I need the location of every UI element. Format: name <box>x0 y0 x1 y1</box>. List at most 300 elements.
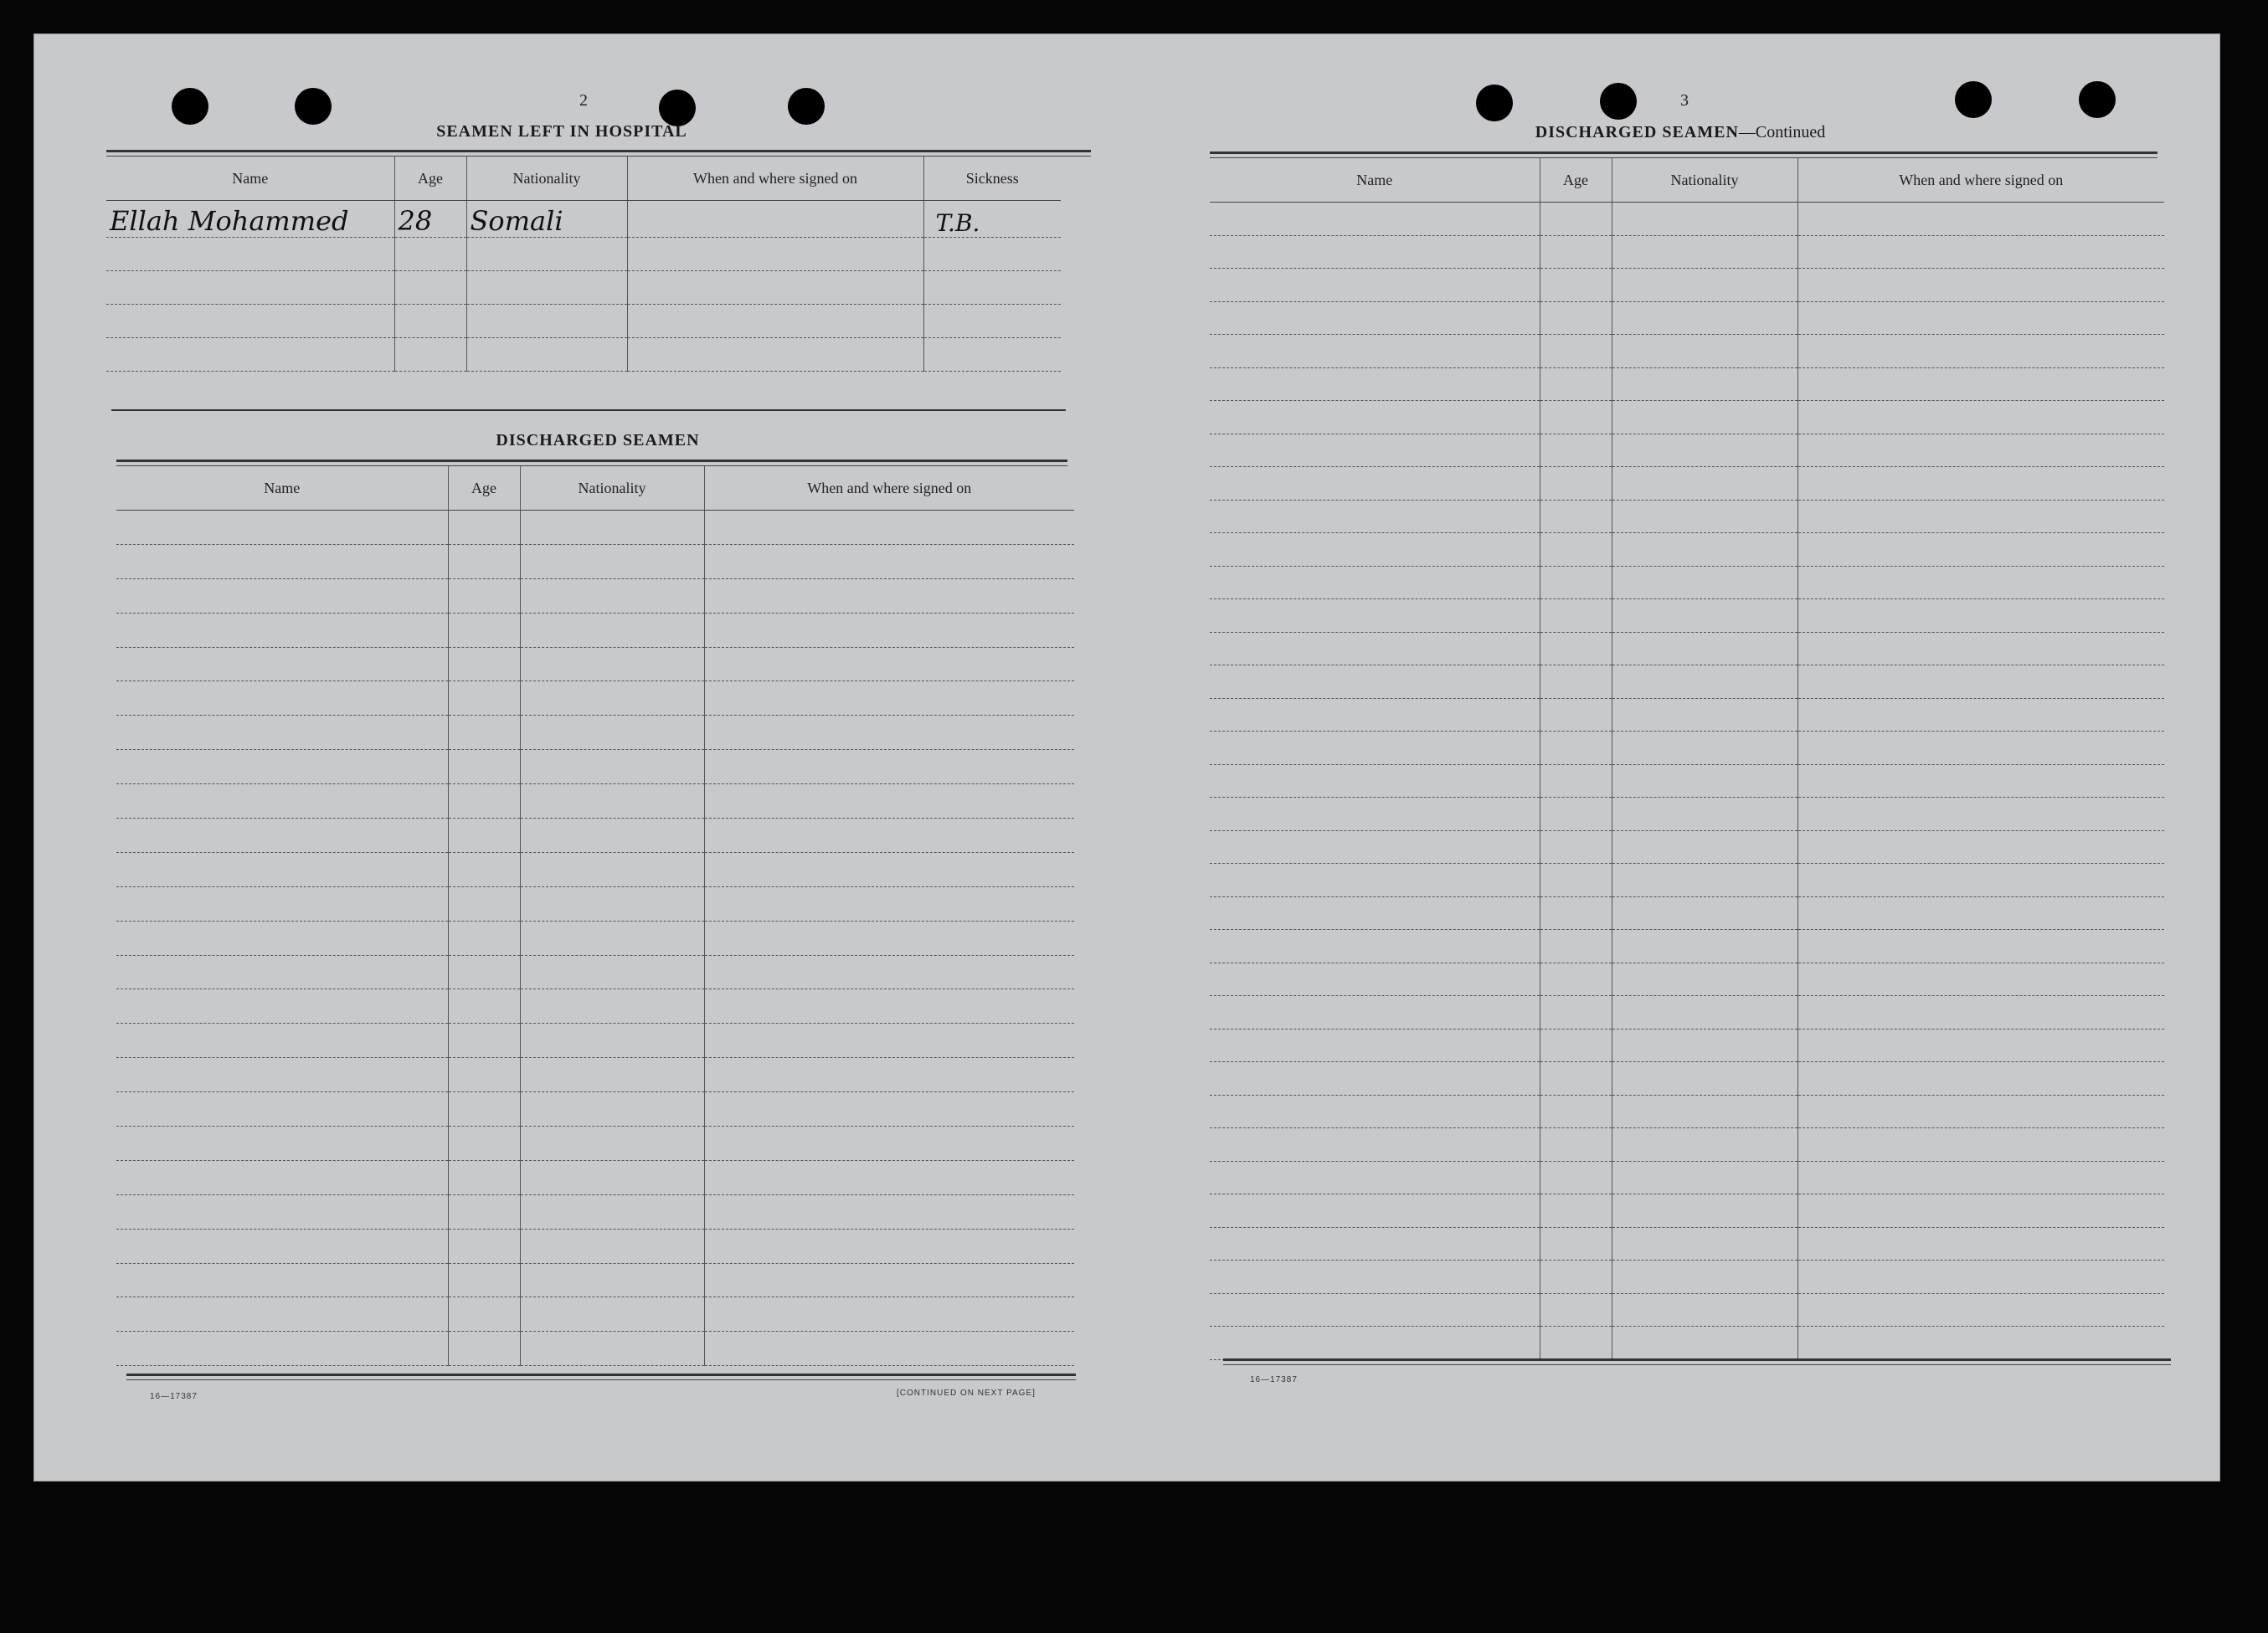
table-row <box>116 716 1074 750</box>
table-row <box>1210 1194 2164 1228</box>
blank-cell <box>116 1194 448 1229</box>
table-row <box>116 921 1074 955</box>
table-row <box>106 201 1061 238</box>
blank-cell <box>1797 1194 2164 1228</box>
table-row <box>1210 434 2164 467</box>
table-row <box>116 886 1074 921</box>
blank-cell <box>1540 500 1612 533</box>
column-header-name: Name <box>106 157 394 201</box>
blank-cell <box>1540 1227 1612 1261</box>
table-row <box>116 681 1074 716</box>
table-row <box>1210 500 2164 533</box>
section-rule <box>116 460 1067 466</box>
blank-cell <box>704 1160 1074 1194</box>
blank-cell <box>116 819 448 853</box>
blank-cell <box>1540 896 1612 930</box>
table-row <box>116 1263 1074 1297</box>
blank-cell <box>1210 467 1540 501</box>
blank-cell <box>1612 599 1797 633</box>
blank-cell <box>448 1194 520 1229</box>
blank-cell <box>1540 830 1612 864</box>
blank-cell <box>1612 698 1797 732</box>
table-row <box>1210 1062 2164 1096</box>
blank-cell <box>1540 1261 1612 1294</box>
seaman-nationality-cell: Somali <box>466 201 627 238</box>
blank-cell <box>1210 698 1540 732</box>
blank-cell <box>1540 864 1612 897</box>
blank-cell <box>1612 269 1797 302</box>
blank-cell <box>1210 1062 1540 1096</box>
blank-cell <box>116 784 448 819</box>
table-row <box>116 989 1074 1024</box>
form-number: 16—17387 <box>1250 1375 1298 1384</box>
blank-cell <box>1797 996 2164 1030</box>
blank-cell <box>448 886 520 921</box>
blank-cell <box>1540 732 1612 765</box>
blank-cell <box>520 852 704 886</box>
blank-cell <box>1540 1029 1612 1062</box>
blank-cell <box>116 578 448 613</box>
blank-cell <box>704 1092 1074 1127</box>
table-row <box>116 1058 1074 1092</box>
discharged-continued-table <box>1210 158 2164 1360</box>
blank-cell <box>1612 467 1797 501</box>
blank-cell <box>520 1160 704 1194</box>
page-number: 2 <box>579 91 588 110</box>
blank-cell <box>520 578 704 613</box>
blank-cell <box>1797 930 2164 963</box>
blank-cell <box>1612 335 1797 368</box>
column-header-nationality: Nationality <box>1612 158 1797 203</box>
blank-cell <box>1540 467 1612 501</box>
blank-cell <box>1210 533 1540 567</box>
table-row <box>1210 533 2164 567</box>
discharged-table <box>116 466 1074 1366</box>
table-row <box>1210 269 2164 302</box>
table-row <box>116 647 1074 681</box>
table-row <box>1210 599 2164 633</box>
blank-cell <box>1797 830 2164 864</box>
blank-cell <box>1612 566 1797 599</box>
blank-cell <box>1540 1293 1612 1327</box>
blank-cell <box>448 1024 520 1058</box>
blank-cell <box>1612 533 1797 567</box>
table-row <box>106 338 1061 372</box>
blank-cell <box>1612 732 1797 765</box>
table-row <box>116 1024 1074 1058</box>
table-row <box>116 1160 1074 1194</box>
blank-cell <box>704 989 1074 1024</box>
blank-cell <box>448 681 520 716</box>
table-row <box>116 1127 1074 1161</box>
blank-cell <box>520 1229 704 1263</box>
blank-cell <box>1612 798 1797 831</box>
blank-cell <box>704 578 1074 613</box>
blank-cell <box>520 1194 704 1229</box>
blank-cell <box>1540 599 1612 633</box>
blank-cell <box>1540 764 1612 798</box>
blank-cell <box>448 1229 520 1263</box>
blank-cell <box>116 1092 448 1127</box>
title-suffix: —Continued <box>1738 123 1826 141</box>
blank-cell <box>1210 1095 1540 1128</box>
blank-cell <box>1210 1029 1540 1062</box>
page-number: 3 <box>1680 91 1689 110</box>
blank-cell <box>1210 996 1540 1030</box>
blank-cell <box>1612 367 1797 401</box>
blank-cell <box>116 750 448 784</box>
table-row <box>116 544 1074 578</box>
column-header-nationality: Nationality <box>520 466 704 511</box>
blank-cell <box>448 750 520 784</box>
blank-cell <box>1210 764 1540 798</box>
blank-cell <box>1210 500 1540 533</box>
blank-cell <box>1210 1161 1540 1194</box>
table-row <box>1210 930 2164 963</box>
blank-cell <box>1612 665 1797 699</box>
blank-cell <box>116 544 448 578</box>
blank-cell <box>1797 698 2164 732</box>
blank-cell <box>1612 963 1797 996</box>
blank-cell <box>1612 1327 1797 1360</box>
blank-cell <box>704 1297 1074 1332</box>
blank-cell <box>1797 1029 2164 1062</box>
column-header-nationality: Nationality <box>466 157 627 201</box>
table-row <box>1210 235 2164 269</box>
blank-cell <box>1612 996 1797 1030</box>
blank-cell <box>116 1263 448 1297</box>
blank-cell <box>1612 930 1797 963</box>
blank-cell <box>1612 1062 1797 1096</box>
blank-cell <box>1612 1029 1797 1062</box>
blank-cell <box>116 989 448 1024</box>
blank-cell <box>1210 1194 1540 1228</box>
blank-cell <box>116 921 448 955</box>
title-text: DISCHARGED SEAMEN <box>1535 123 1739 141</box>
blank-cell <box>1210 963 1540 996</box>
blank-cell <box>1540 301 1612 335</box>
blank-cell <box>520 1332 704 1366</box>
blank-cell <box>704 1058 1074 1092</box>
blank-cell <box>448 784 520 819</box>
ledger-sheet <box>33 33 2220 1482</box>
blank-cell <box>448 989 520 1024</box>
blank-cell <box>1210 798 1540 831</box>
blank-cell <box>1612 1227 1797 1261</box>
table-row <box>1210 1029 2164 1062</box>
blank-cell <box>448 852 520 886</box>
blank-cell <box>520 750 704 784</box>
blank-cell <box>1210 235 1540 269</box>
blank-cell <box>704 955 1074 989</box>
blank-cell <box>1540 1327 1612 1360</box>
section-rule <box>1210 151 2157 158</box>
blank-cell <box>1540 566 1612 599</box>
section-rule <box>126 1374 1076 1380</box>
table-row <box>106 238 1061 271</box>
blank-cell <box>1797 665 2164 699</box>
blank-cell <box>1797 1062 2164 1096</box>
table-row <box>116 1297 1074 1332</box>
table-row <box>106 271 1061 305</box>
blank-cell <box>704 716 1074 750</box>
blank-cell <box>1540 798 1612 831</box>
blank-cell <box>1540 632 1612 665</box>
blank-cell <box>1540 434 1612 467</box>
seaman-sickness-cell: T.B. <box>923 201 1061 238</box>
blank-cell <box>704 1229 1074 1263</box>
blank-cell <box>1612 1194 1797 1228</box>
blank-cell <box>520 511 704 545</box>
table-row <box>116 1194 1074 1229</box>
blank-cell <box>1210 864 1540 897</box>
table-row <box>1210 401 2164 434</box>
blank-cell <box>448 1092 520 1127</box>
right-page-title <box>1123 123 2211 142</box>
blank-cell <box>1210 632 1540 665</box>
blank-cell <box>1612 235 1797 269</box>
blank-cell <box>1797 203 2164 236</box>
blank-cell <box>520 1297 704 1332</box>
blank-cell <box>1797 533 2164 567</box>
table-row <box>116 750 1074 784</box>
blank-cell <box>116 1058 448 1092</box>
blank-cell <box>116 511 448 545</box>
blank-cell <box>1540 367 1612 401</box>
blank-cell <box>704 819 1074 853</box>
table-row <box>1210 335 2164 368</box>
blank-cell <box>1797 269 2164 302</box>
blank-cell <box>1797 1227 2164 1261</box>
blank-cell <box>116 1332 448 1366</box>
blank-cell <box>1612 1161 1797 1194</box>
blank-cell <box>520 819 704 853</box>
column-header-age: Age <box>448 466 520 511</box>
blank-cell <box>704 1194 1074 1229</box>
blank-cell <box>520 921 704 955</box>
blank-cell <box>1540 665 1612 699</box>
table-row <box>1210 864 2164 897</box>
blank-cell <box>1210 367 1540 401</box>
blank-cell <box>448 1160 520 1194</box>
blank-cell <box>520 1263 704 1297</box>
column-header-sickness: Sickness <box>923 157 1061 201</box>
section-rule <box>1223 1358 2171 1365</box>
table-row <box>106 305 1061 338</box>
blank-cell <box>704 921 1074 955</box>
table-row <box>1210 665 2164 699</box>
table-row <box>1210 698 2164 732</box>
table-row <box>116 819 1074 853</box>
blank-cell <box>448 1332 520 1366</box>
blank-cell <box>520 544 704 578</box>
blank-cell <box>1797 1261 2164 1294</box>
blank-cell <box>520 955 704 989</box>
table-row <box>1210 963 2164 996</box>
blank-cell <box>1797 1128 2164 1162</box>
blank-cell <box>1540 1194 1612 1228</box>
blank-cell <box>448 1297 520 1332</box>
blank-cell <box>1797 764 2164 798</box>
column-header-signed-on: When and where signed on <box>627 157 923 201</box>
blank-cell <box>704 1263 1074 1297</box>
blank-cell <box>1612 401 1797 434</box>
blank-cell <box>704 1127 1074 1161</box>
blank-cell <box>1210 301 1540 335</box>
column-header-signed-on: When and where signed on <box>704 466 1074 511</box>
section-rule <box>106 150 1091 157</box>
table-row <box>1210 367 2164 401</box>
right-page <box>1123 34 2219 1481</box>
table-row <box>116 511 1074 545</box>
blank-cell <box>448 1058 520 1092</box>
blank-cell <box>1210 732 1540 765</box>
blank-cell <box>704 1024 1074 1058</box>
blank-cell <box>1540 1161 1612 1194</box>
blank-cell <box>1210 665 1540 699</box>
table-row <box>1210 798 2164 831</box>
blank-cell <box>1797 301 2164 335</box>
table-row <box>1210 566 2164 599</box>
blank-cell <box>1210 599 1540 633</box>
blank-cell <box>116 1229 448 1263</box>
section-rule <box>111 409 1066 411</box>
blank-cell <box>1540 269 1612 302</box>
blank-cell <box>1797 1095 2164 1128</box>
blank-cell <box>704 681 1074 716</box>
blank-cell <box>116 716 448 750</box>
blank-cell <box>116 613 448 647</box>
table-row <box>116 578 1074 613</box>
blank-cell <box>1612 764 1797 798</box>
blank-cell <box>448 819 520 853</box>
blank-cell <box>1612 203 1797 236</box>
blank-cell <box>448 613 520 647</box>
blank-cell <box>704 886 1074 921</box>
blank-cell <box>1210 203 1540 236</box>
blank-cell <box>1612 434 1797 467</box>
blank-cell <box>1210 335 1540 368</box>
blank-cell <box>1612 1095 1797 1128</box>
blank-cell <box>448 544 520 578</box>
table-row <box>116 1092 1074 1127</box>
blank-cell <box>520 613 704 647</box>
blank-cell <box>1797 434 2164 467</box>
blank-cell <box>1797 963 2164 996</box>
seaman-age-cell: 28 <box>394 201 466 238</box>
blank-cell <box>1540 930 1612 963</box>
blank-cell <box>116 852 448 886</box>
blank-cell <box>1797 467 2164 501</box>
blank-cell <box>1797 599 2164 633</box>
blank-cell <box>1612 1261 1797 1294</box>
table-row <box>1210 1161 2164 1194</box>
blank-cell <box>1797 1327 2164 1360</box>
blank-cell <box>1612 830 1797 864</box>
blank-cell <box>520 1058 704 1092</box>
blank-cell <box>520 1092 704 1127</box>
blank-cell <box>520 886 704 921</box>
blank-cell <box>704 784 1074 819</box>
blank-cell <box>704 852 1074 886</box>
blank-cell <box>1210 930 1540 963</box>
blank-cell <box>1612 864 1797 897</box>
blank-cell <box>704 647 1074 681</box>
table-row <box>1210 467 2164 501</box>
blank-cell <box>1797 566 2164 599</box>
table-row <box>1210 1227 2164 1261</box>
blank-cell <box>1797 632 2164 665</box>
blank-cell <box>1612 500 1797 533</box>
blank-cell <box>448 1263 520 1297</box>
blank-cell <box>1797 235 2164 269</box>
column-header-name: Name <box>1210 158 1540 203</box>
blank-cell <box>1797 864 2164 897</box>
table-row <box>1210 203 2164 236</box>
blank-cell <box>1540 335 1612 368</box>
blank-cell <box>1540 533 1612 567</box>
blank-cell <box>1210 1227 1540 1261</box>
table-row <box>1210 1095 2164 1128</box>
blank-cell <box>448 1127 520 1161</box>
blank-cell <box>1210 434 1540 467</box>
blank-cell <box>1612 1293 1797 1327</box>
blank-cell <box>448 921 520 955</box>
blank-cell <box>116 681 448 716</box>
blank-cell <box>1612 896 1797 930</box>
blank-cell <box>116 1127 448 1161</box>
blank-cell <box>1210 1293 1540 1327</box>
column-header-name: Name <box>116 466 448 511</box>
blank-cell <box>116 1024 448 1058</box>
blank-cell <box>520 1024 704 1058</box>
blank-cell <box>116 886 448 921</box>
blank-cell <box>704 511 1074 545</box>
blank-cell <box>448 511 520 545</box>
blank-cell <box>1540 698 1612 732</box>
blank-cell <box>520 784 704 819</box>
blank-cell <box>1540 203 1612 236</box>
left-page <box>34 34 1123 1481</box>
blank-cell <box>1210 401 1540 434</box>
blank-cell <box>1210 269 1540 302</box>
blank-cell <box>448 955 520 989</box>
table-row <box>1210 732 2164 765</box>
table-row <box>1210 301 2164 335</box>
blank-cell <box>1797 401 2164 434</box>
blank-cell <box>448 578 520 613</box>
table-row <box>1210 996 2164 1030</box>
blank-cell <box>520 681 704 716</box>
table-row <box>1210 1293 2164 1327</box>
blank-cell <box>1210 896 1540 930</box>
blank-cell <box>1797 732 2164 765</box>
blank-cell <box>116 1297 448 1332</box>
column-header-signed-on: When and where signed on <box>1797 158 2164 203</box>
blank-cell <box>520 716 704 750</box>
table-row <box>116 613 1074 647</box>
blank-cell <box>704 750 1074 784</box>
seaman-name-cell: Ellah Mohammed <box>106 201 394 238</box>
blank-cell <box>704 544 1074 578</box>
blank-cell <box>1797 1293 2164 1327</box>
blank-cell <box>448 647 520 681</box>
blank-cell <box>1540 1128 1612 1162</box>
table-row <box>116 955 1074 989</box>
form-number: 16—17387 <box>150 1392 198 1401</box>
seaman-signed-on-cell <box>627 201 923 238</box>
blank-cell <box>1210 830 1540 864</box>
